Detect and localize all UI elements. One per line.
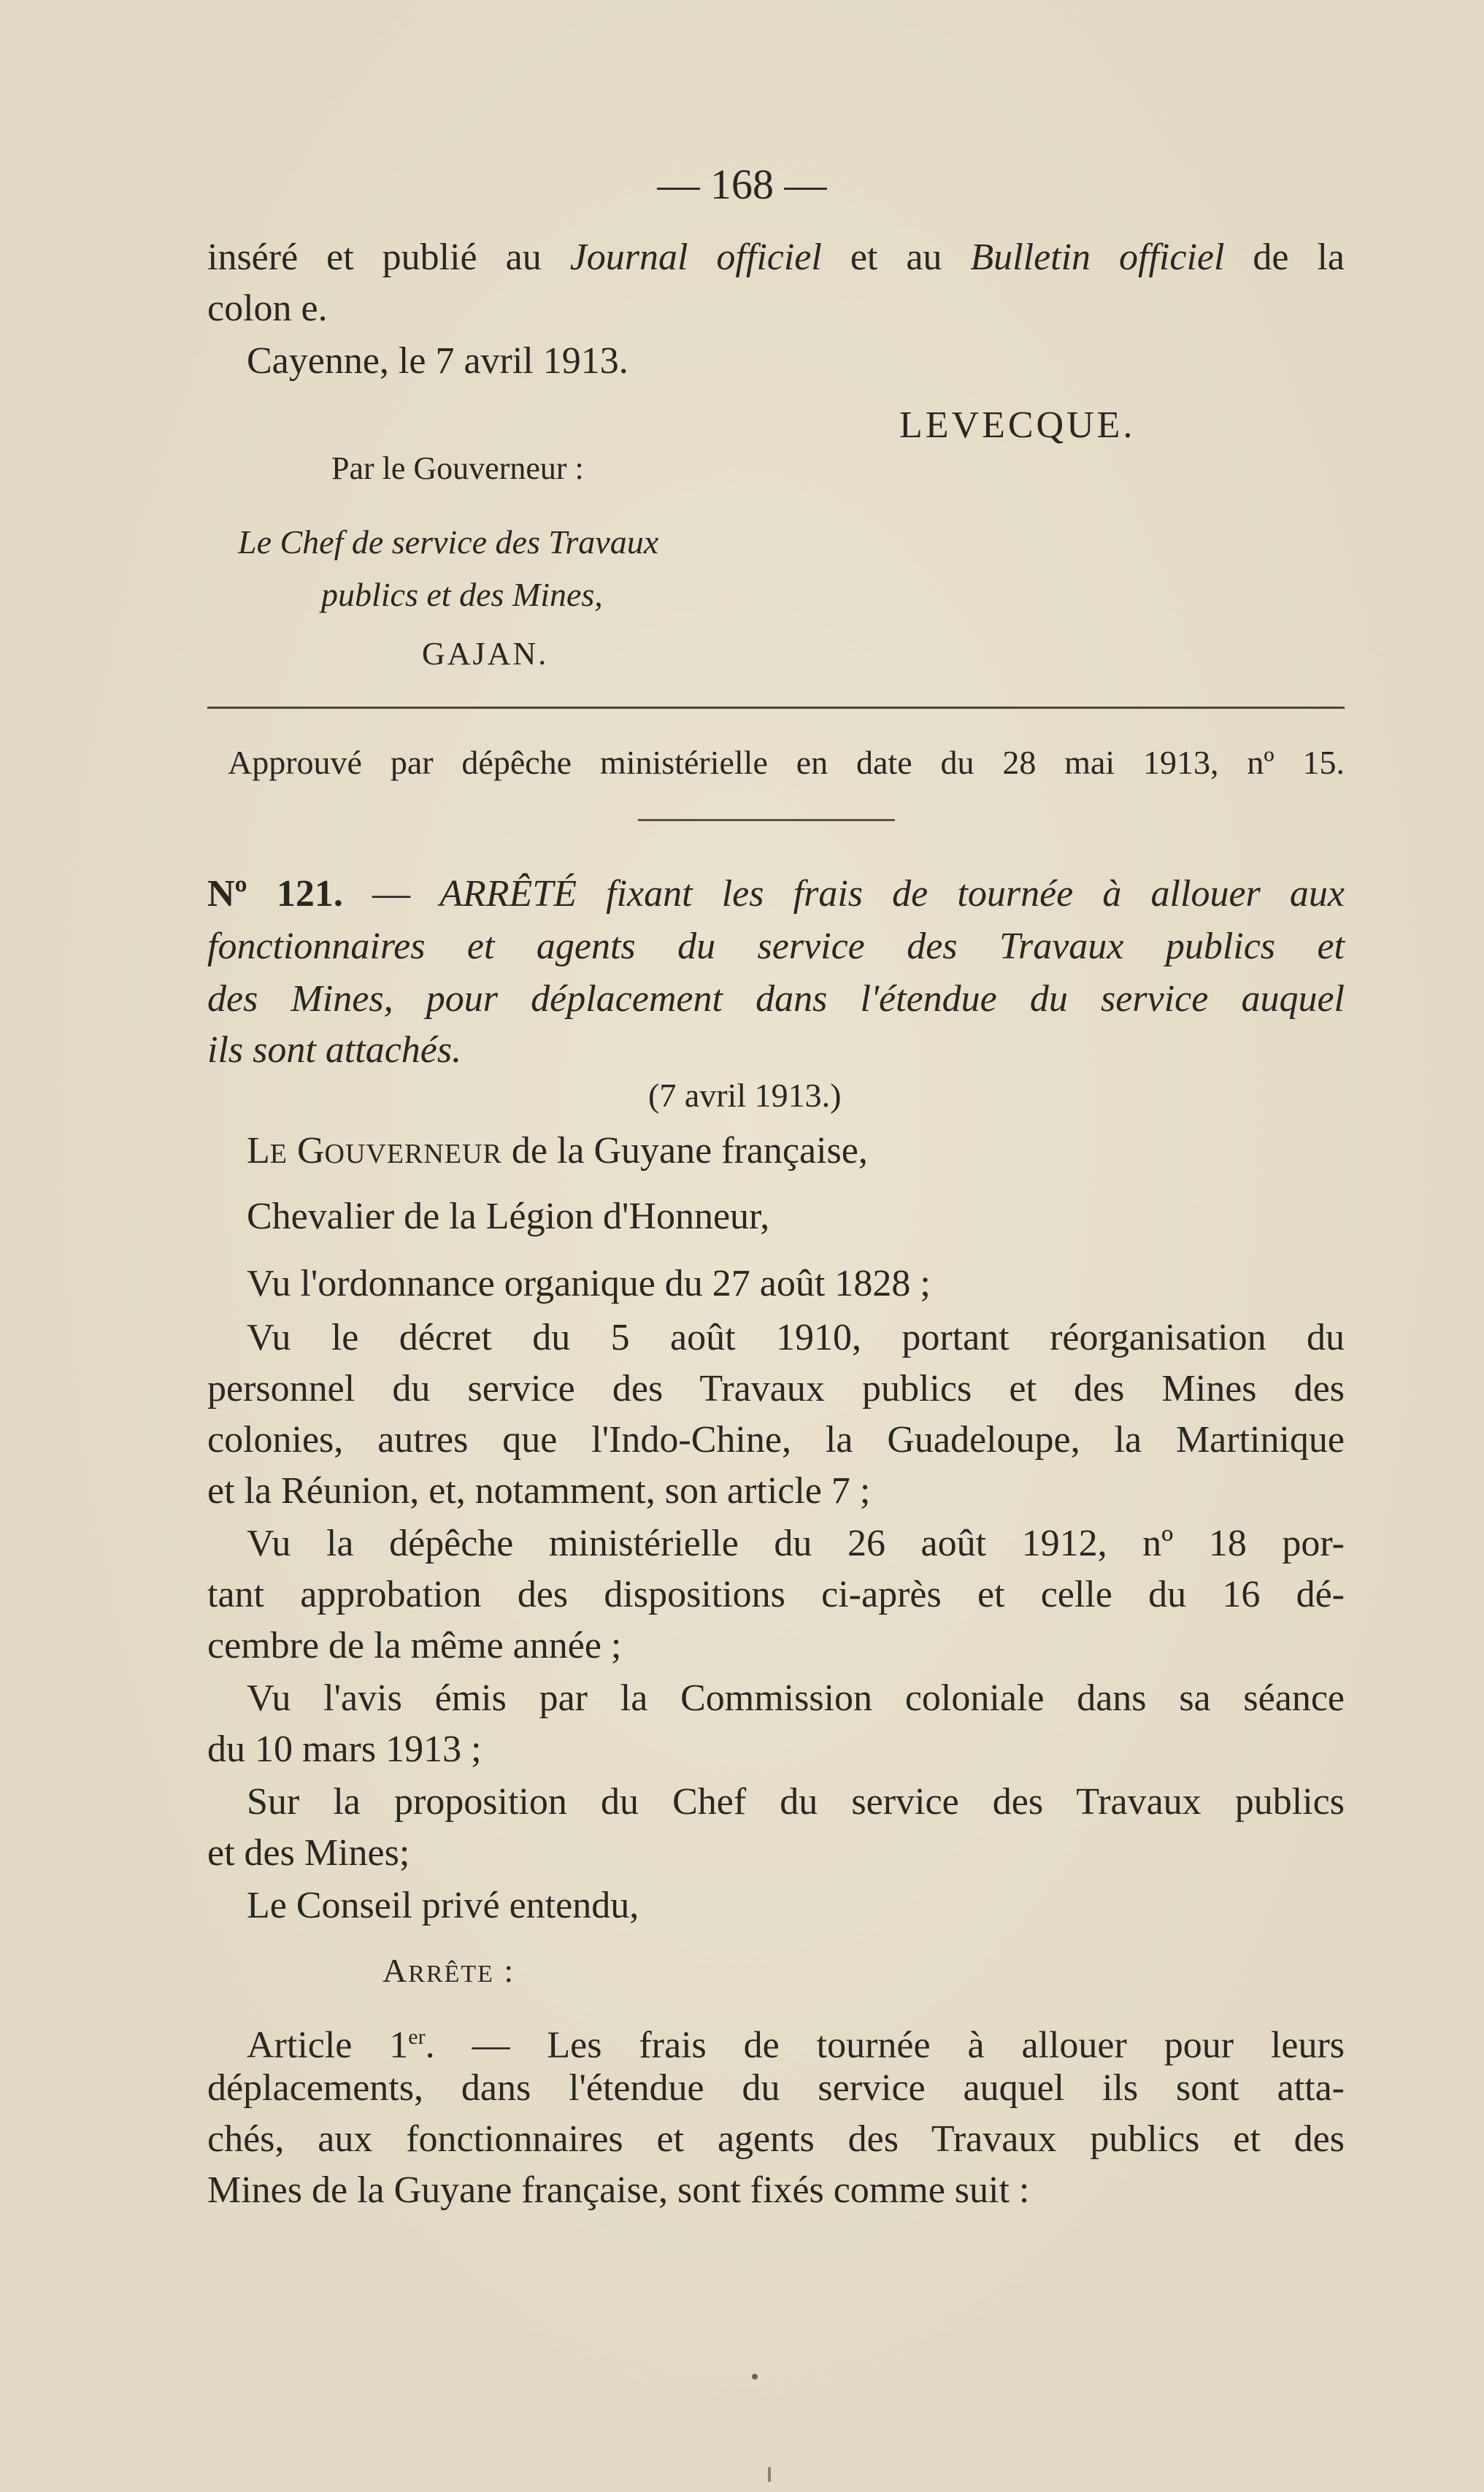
article-1-line-3: chés, aux fonctionnaires et agents des Travaux publics et des [207, 2118, 1345, 2160]
arrete-date: (7 avril 1913.) [648, 1077, 842, 1114]
prev-article-line-1 [207, 232, 1345, 283]
signature-governor: LEVECQUE. [899, 404, 1136, 446]
vu-depeche-line-3: cembre de la même année ; [207, 1625, 622, 1666]
sur-proposition-line-1: Sur la proposition du Chef du service des Travaux publics [247, 1781, 1345, 1823]
text-segment: de la [1224, 236, 1345, 278]
chevalier-line: Chevalier de la Légion d'Honneur, [247, 1196, 770, 1237]
article-label: Article 1 [247, 2024, 409, 2066]
arrete-title-line-3: des Mines, pour déplacement dans l'étendue du service auquel [207, 978, 1345, 1020]
conseil-prive-line: Le Conseil privé entendu, [247, 1885, 639, 1926]
bulletin-officiel-title: Bulletin officiel [970, 236, 1225, 278]
place-date-line: Cayenne, le 7 avril 1913. [247, 340, 628, 382]
chef-service-line-1: Le Chef de service des Travaux [238, 523, 659, 561]
vu-depeche-line-1: Vu la dépêche ministérielle du 26 août 1912, nº 18 por- [247, 1523, 1345, 1564]
arrete-initial: A [382, 1952, 409, 1989]
approval-line: Approuvé par dépêche ministérielle en date du 28 mai 1913, nº 15. [228, 744, 1345, 781]
arrete-title-text: fixant les frais de tournée à allouer aux [576, 873, 1345, 915]
vu-avis-line-1: Vu l'avis émis par la Commission coloniale dans sa séance [247, 1677, 1345, 1719]
le-initial: L [247, 1130, 270, 1172]
arrete-heading [382, 1947, 515, 1998]
article-1-line-4: Mines de la Guyane française, sont fixés comme suit : [207, 2169, 1030, 2211]
par-le-gouverneur: Par le Gouverneur : [331, 450, 584, 486]
prev-article-line-2: colon e. [207, 288, 328, 329]
chef-service-name: GAJAN. [422, 636, 549, 672]
article-text: . — Les frais de tournée à allouer pour leurs [425, 2024, 1345, 2066]
section-divider [207, 707, 1345, 709]
arrete-title-line-4: ils sont attachés. [207, 1029, 462, 1071]
le-gouverneur-line [247, 1126, 868, 1180]
paper-speck [768, 2467, 771, 2482]
short-divider [638, 819, 895, 821]
chef-service-line-2: publics et des Mines, [321, 576, 603, 613]
sur-proposition-line-2: et des Mines; [207, 1832, 410, 1874]
article-1-line-2: déplacements, dans l'étendue du service auquel ils sont atta- [207, 2067, 1345, 2109]
le-rest: E [269, 1139, 288, 1169]
arrete-title-caps: ARRÊTÉ [439, 873, 577, 915]
vu-depeche-line-2: tant approbation des dispositions ci-après et celle du 16 dé- [207, 1574, 1345, 1615]
dash: — [342, 873, 440, 915]
vu-ordonnance: Vu l'ordonnance organique du 27 août 1828 ; [247, 1263, 931, 1304]
page-number: — 168 — [657, 161, 827, 208]
arrete-colon: : [493, 1952, 515, 1989]
arrete-rest: RRÊTE [408, 1961, 494, 1988]
paper-speck [752, 2374, 758, 2380]
vu-decret-line-3: colonies, autres que l'Indo-Chine, la Guadeloupe, la Martinique [207, 1419, 1345, 1461]
vu-decret-line-4: et la Réunion, et, notamment, son article 7 ; [207, 1470, 871, 1512]
vu-decret-line-2: personnel du service des Travaux publics et des Mines des [207, 1368, 1345, 1410]
gouverneur-rest: OUVERNEUR [324, 1139, 502, 1169]
article-sup: er [408, 2025, 426, 2049]
gouverneur-place: de la Guyane française, [501, 1130, 868, 1172]
vu-avis-line-2: du 10 mars 1913 ; [207, 1728, 482, 1770]
arrete-number: Nº 121. [207, 873, 343, 915]
text-segment: inséré et publié au [207, 236, 570, 278]
text-segment: et au [821, 236, 971, 278]
arrete-title-line-2: fonctionnaires et agents du service des Travaux publics et [207, 926, 1345, 967]
gouverneur-initial: G [296, 1130, 325, 1172]
vu-decret-line-1: Vu le décret du 5 août 1910, portant réorganisation du [247, 1317, 1345, 1358]
arrete-title-line-1 [207, 869, 1345, 920]
journal-officiel-title: Journal officiel [569, 236, 822, 278]
